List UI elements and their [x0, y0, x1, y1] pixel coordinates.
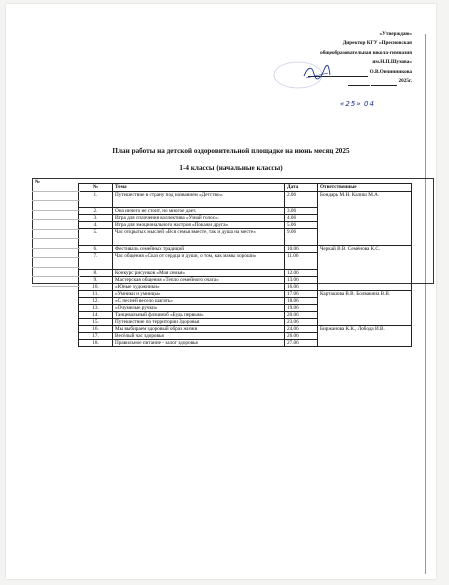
page-fold-line	[425, 34, 426, 574]
month-blank	[371, 79, 397, 86]
row-responsible: Биржанова К.К., Лобода И.В.	[318, 326, 412, 347]
row-date: 26.06	[285, 333, 318, 340]
handwritten-day: «25»	[340, 100, 362, 108]
document-subtitle: 1-4 классы (начальные классы)	[179, 164, 283, 172]
table-header-row	[79, 184, 412, 192]
row-date: 13.06	[285, 277, 318, 284]
row-date: 18.06	[285, 298, 318, 305]
table-row	[79, 326, 412, 333]
row-responsible: Черкай В.В. Семёнова К.С.	[318, 246, 412, 291]
row-number: 1.	[79, 192, 113, 208]
table-row	[79, 291, 412, 298]
row-topic: Час общения «Сказ от сердца и души, о том, как мамы хороши»	[113, 253, 285, 270]
row-number: 6.	[79, 246, 113, 253]
row-number: 3.	[79, 215, 113, 222]
row-date: 19.06	[285, 305, 318, 312]
margin-line	[32, 249, 80, 259]
plan-table	[78, 183, 412, 347]
outer-frame-number-label: №	[35, 180, 41, 185]
handwritten-month: 04	[364, 100, 375, 108]
row-date: 12.06	[285, 270, 318, 277]
margin-line	[32, 277, 80, 287]
margin-line	[32, 182, 80, 192]
document-page	[6, 4, 436, 579]
row-date: 17.06	[285, 291, 318, 298]
header-date: Дата	[285, 184, 318, 192]
row-topic: Она ничего не стоит, но многое дает.	[113, 208, 285, 215]
row-number: 9.	[79, 277, 113, 284]
row-number: 5.	[79, 229, 113, 246]
row-number: 2.	[79, 208, 113, 215]
row-number: 14.	[79, 312, 113, 319]
row-date: 10.06	[285, 246, 318, 253]
row-number: 11.	[79, 291, 113, 298]
margin-line	[32, 201, 80, 211]
row-date: 3.06	[285, 208, 318, 215]
margin-line	[32, 230, 80, 240]
document-title: План работы на детской оздоровительной площадке на июнь месяц 2025	[112, 147, 350, 155]
margin-line	[32, 239, 80, 249]
header-topic: Тема	[113, 184, 285, 192]
row-number: 18.	[79, 340, 113, 347]
row-topic: Конкурс рисунков «Моя семья»	[113, 270, 285, 277]
row-responsible: Карташова В.В. Болвакина В.В.	[318, 291, 412, 326]
signatory-name: О.В.Овчинникова	[369, 68, 412, 75]
row-date: 20.06	[285, 312, 318, 319]
row-topic: «Очумелые ручки»	[113, 305, 285, 312]
row-number: 17.	[79, 333, 113, 340]
row-topic: Танцевальный флэшмоб «Будь первым»	[113, 312, 285, 319]
plan-table-body	[79, 192, 412, 347]
row-date: 5.06	[285, 222, 318, 229]
header-responsible: Ответственные	[318, 184, 412, 192]
row-topic: Мастерская общения «Тепло семейного очага»	[113, 277, 285, 284]
row-topic: Фестиваль семейных традиций	[113, 246, 285, 253]
row-number: 8.	[79, 270, 113, 277]
margin-line	[32, 268, 80, 278]
day-blank	[348, 79, 370, 86]
row-date: 11.06	[285, 253, 318, 270]
margin-line	[32, 192, 80, 202]
table-row	[79, 246, 412, 253]
row-number: 16.	[79, 326, 113, 333]
row-responsible: Бондарь М.Н. Калиш М.А.	[318, 192, 412, 246]
row-number: 15.	[79, 319, 113, 326]
row-date: 24.06	[285, 326, 318, 333]
row-topic: Путешествие в страну под названием «Детство».	[113, 192, 285, 208]
row-date: 23.06	[285, 319, 318, 326]
row-date: 9.06	[285, 229, 318, 246]
row-topic: «Умники и умницы»	[113, 291, 285, 298]
row-number: 4.	[79, 222, 113, 229]
approval-school: общеобразовательная школа-гимназия	[320, 49, 412, 56]
row-topic: Игра для сплочения коллектива «Узнай голос».	[113, 215, 285, 222]
margin-line	[32, 220, 80, 230]
approval-director: Директор КГУ «Пресновская	[342, 40, 412, 47]
approval-school-name: им.Н.П.Шухова»	[372, 59, 412, 66]
row-date: 2.06	[285, 192, 318, 208]
row-topic: Час открытых мыслей «Вся семья вместе, так и душа на месте»	[113, 229, 285, 246]
row-number: 10.	[79, 284, 113, 291]
row-number: 7.	[79, 253, 113, 270]
row-topic: Правильное питание - залог здоровья	[113, 340, 285, 347]
row-topic: Весёлый час здоровья	[113, 333, 285, 340]
row-date: 27.06	[285, 340, 318, 347]
row-date: 16.06	[285, 284, 318, 291]
row-number: 12.	[79, 298, 113, 305]
row-topic: Мы выбираем здоровый образ жизни	[113, 326, 285, 333]
row-number: 13.	[79, 305, 113, 312]
header-number: №	[79, 184, 113, 192]
margin-line	[32, 211, 80, 221]
row-topic: Путешествие по территории Здоровья	[113, 319, 285, 326]
left-margin-column	[32, 182, 80, 287]
approval-year: 2025г.	[398, 78, 412, 85]
approval-heading: «Утверждаю»	[379, 31, 412, 37]
signature-scribble	[302, 64, 332, 82]
row-topic: «Юные художники»	[113, 284, 285, 291]
row-date: 4.06	[285, 215, 318, 222]
table-row	[79, 192, 412, 208]
margin-line	[32, 258, 80, 268]
row-topic: Игра для эмоционального настроя «Покажи друга»	[113, 222, 285, 229]
row-topic: «С песней весело шагать»	[113, 298, 285, 305]
